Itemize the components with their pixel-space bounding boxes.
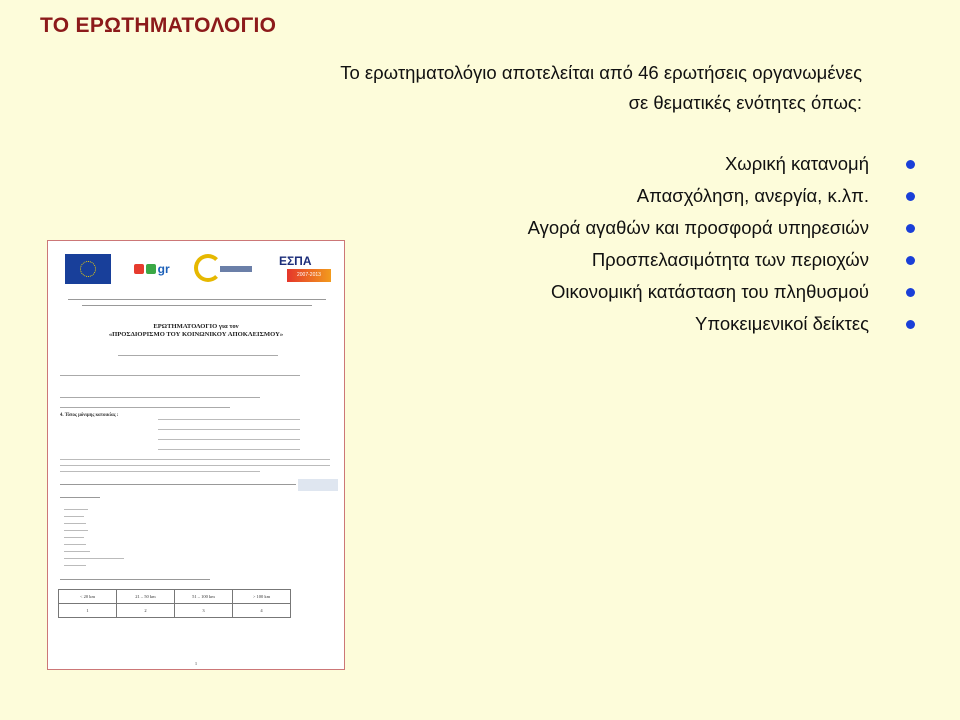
option-line	[64, 509, 88, 510]
text-line	[60, 465, 330, 466]
espa-years: 2007-2013	[287, 269, 331, 282]
table-header-cell: 21 – 50 km	[117, 590, 175, 604]
list-item	[528, 308, 915, 340]
bar-icon	[220, 266, 252, 272]
topic-label: Χωρική κατανομή	[724, 153, 869, 174]
topic-label: Οικονομική κατάσταση του πληθυσμού	[550, 281, 869, 302]
option-line	[64, 544, 86, 545]
text-line	[158, 429, 300, 430]
intro-line-1: Το ερωτηματολόγιο αποτελείται από 46 ερωτήσεις οργανωμένες	[340, 62, 862, 83]
bullet-icon	[906, 160, 915, 169]
topics-list	[528, 148, 915, 340]
digital-greece-logo	[134, 250, 170, 288]
question-4-label: 4. Τόπος μόνιμης κατοικίας :	[60, 413, 119, 418]
text-line	[158, 439, 300, 440]
bullet-icon	[906, 224, 915, 233]
text-line	[118, 355, 278, 356]
distance-table	[58, 589, 291, 618]
document-heading-line-2: «ΠΡΟΣΔΙΟΡΙΣΜΟ ΤΟΥ ΚΟΙΝΩΝΙΚΟΥ ΑΠΟΚΛΕΙΣΜΟΥ»	[108, 331, 284, 338]
text-line	[60, 497, 100, 498]
intro-text	[340, 58, 862, 118]
answer-box	[298, 479, 338, 491]
table-header-cell: < 20 km	[59, 590, 117, 604]
bullet-icon	[906, 288, 915, 297]
text-line	[60, 459, 330, 460]
document-heading-line-1: ΕΡΩΤΗΜΑΤΟΛΟΓΙΟ για τον	[153, 323, 239, 330]
bullet-icon	[906, 320, 915, 329]
text-line	[158, 449, 300, 450]
table-row	[59, 590, 291, 604]
table-cell: 4	[233, 604, 291, 618]
table-cell: 2	[117, 604, 175, 618]
table-header-cell: > 100 km	[233, 590, 291, 604]
list-item	[528, 180, 915, 212]
questionnaire-thumbnail	[47, 240, 345, 670]
text-line	[60, 471, 260, 472]
espa-logo	[277, 252, 335, 286]
topic-label: Προσπελασιμότητα των περιοχών	[591, 249, 869, 270]
table-row	[59, 604, 291, 618]
logo-square-icon	[134, 264, 144, 274]
table-cell: 1	[59, 604, 117, 618]
option-line	[64, 537, 84, 538]
text-line	[60, 397, 260, 398]
text-line	[60, 579, 210, 580]
bullet-icon	[906, 192, 915, 201]
table-cell: 3	[175, 604, 233, 618]
table-header-cell: 51 – 100 km	[175, 590, 233, 604]
option-line	[64, 558, 124, 559]
text-line	[60, 375, 300, 376]
text-line	[60, 407, 230, 408]
logo-gr-text: gr	[157, 262, 170, 276]
programme-logo	[192, 252, 254, 286]
text-line	[82, 305, 312, 306]
logo-strip	[65, 247, 335, 291]
text-line	[158, 419, 300, 420]
list-item	[528, 276, 915, 308]
eu-flag-logo	[65, 254, 111, 284]
option-line	[64, 516, 84, 517]
list-item	[528, 212, 915, 244]
logo-square-icon	[146, 264, 156, 274]
page-number: 1	[194, 661, 198, 666]
option-line	[64, 523, 86, 524]
list-item	[528, 148, 915, 180]
eu-stars-icon	[80, 261, 96, 277]
option-line	[64, 551, 90, 552]
option-line	[64, 565, 86, 566]
bullet-icon	[906, 256, 915, 265]
topic-label: Αγορά αγαθών και προσφορά υπηρεσιών	[527, 217, 869, 238]
text-line	[68, 299, 326, 300]
topic-label: Απασχόληση, ανεργία, κ.λπ.	[636, 185, 869, 206]
slide-title: ΤΟ ΕΡΩΤΗΜΑΤΟΛΟΓΙΟ	[40, 14, 277, 37]
intro-line-2: σε θεματικές ενότητες όπως:	[628, 92, 862, 113]
espa-word: ΕΣΠΑ	[278, 254, 312, 268]
option-line	[64, 530, 88, 531]
topic-label: Υποκειμενικοί δείκτες	[695, 313, 869, 334]
ring-icon	[194, 254, 222, 282]
text-line	[60, 484, 296, 485]
list-item	[528, 244, 915, 276]
